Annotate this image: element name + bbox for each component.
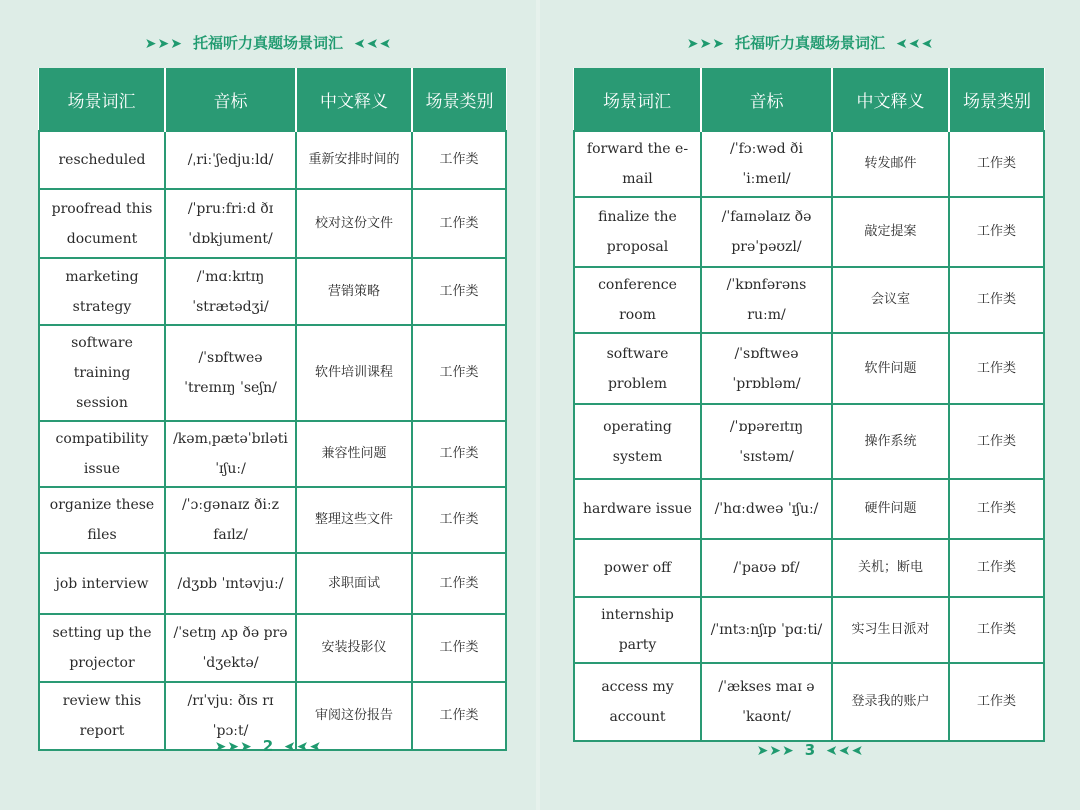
- page-number-text: 3: [804, 741, 816, 759]
- vocab-word-cell: rescheduled: [39, 131, 165, 189]
- phonetic-cell: /kəmˌpætəˈbɪləti ˈɪʃuː/: [165, 421, 296, 487]
- meaning-cell: 求职面试: [296, 553, 412, 614]
- category-cell: 工作类: [949, 131, 1044, 197]
- table-row: [39, 325, 506, 421]
- phonetic-cell: /ˈsetɪŋ ʌp ðə prəˈdʒektə/: [165, 614, 296, 682]
- phonetic-cell: /ˈhɑːdweə ˈɪʃuː/: [701, 479, 832, 539]
- page-number: [540, 741, 1080, 759]
- meaning-cell: 实习生日派对: [832, 597, 949, 663]
- arrows-decoration: ➤➤➤: [686, 36, 725, 52]
- column-header-meaning: 中文释义: [296, 68, 412, 131]
- phonetic-cell: /dʒɒb ˈɪntəvjuː/: [165, 553, 296, 614]
- arrows-decoration: ➤➤➤: [144, 36, 183, 52]
- vocab-word-cell: proofread this document: [39, 189, 165, 258]
- vocab-word-cell: marketing strategy: [39, 258, 165, 325]
- category-cell: 工作类: [412, 258, 506, 325]
- phonetic-cell: /ˈfaɪnəlaɪz ðə prəˈpəʊzl/: [701, 197, 832, 267]
- category-cell: 工作类: [412, 682, 506, 750]
- page-title: [540, 32, 1080, 53]
- page-title: [0, 32, 536, 53]
- category-cell: 工作类: [949, 539, 1044, 597]
- vocabulary-table: [573, 68, 1045, 742]
- meaning-cell: 营销策略: [296, 258, 412, 325]
- vocab-word-cell: organize these files: [39, 487, 165, 553]
- column-header-word: 场景词汇: [574, 68, 701, 131]
- meaning-cell: 软件问题: [832, 333, 949, 404]
- table-row: [574, 197, 1044, 267]
- category-cell: 工作类: [949, 197, 1044, 267]
- meaning-cell: 转发邮件: [832, 131, 949, 197]
- table-row: [39, 421, 506, 487]
- arrows-decoration: ➤➤➤: [756, 743, 795, 759]
- phonetic-cell: /ˈfɔːwəd ði ˈiːmeɪl/: [701, 131, 832, 197]
- arrows-decoration: ➤➤➤: [895, 36, 934, 52]
- vocabulary-table: [38, 68, 507, 751]
- vocab-word-cell: conference room: [574, 267, 701, 333]
- meaning-cell: 登录我的账户: [832, 663, 949, 741]
- table-row: [574, 267, 1044, 333]
- phonetic-cell: /ˈɪntɜːnʃɪp ˈpɑːti/: [701, 597, 832, 663]
- vocab-word-cell: access my account: [574, 663, 701, 741]
- phonetic-cell: /rɪˈvjuː ðɪs rɪˈpɔːt/: [165, 682, 296, 750]
- table-row: [39, 614, 506, 682]
- table-row: [39, 258, 506, 325]
- phonetic-cell: /ˈsɒftweə ˈtreɪnɪŋ ˈseʃn/: [165, 325, 296, 421]
- category-cell: 工作类: [949, 597, 1044, 663]
- column-header-category: 场景类别: [949, 68, 1044, 131]
- page-title-text: 托福听力真题场景词汇: [192, 34, 343, 52]
- category-cell: 工作类: [412, 487, 506, 553]
- table-row: [39, 553, 506, 614]
- page-number-text: 2: [262, 737, 274, 755]
- category-cell: 工作类: [949, 333, 1044, 404]
- column-header-ipa: 音标: [701, 68, 832, 131]
- category-cell: 工作类: [412, 325, 506, 421]
- vocab-word-cell: hardware issue: [574, 479, 701, 539]
- category-cell: 工作类: [412, 421, 506, 487]
- category-cell: 工作类: [949, 479, 1044, 539]
- table-row: [39, 189, 506, 258]
- phonetic-cell: /ˈɔːɡənaɪz ðiːz faɪlz/: [165, 487, 296, 553]
- category-cell: 工作类: [412, 131, 506, 189]
- meaning-cell: 硬件问题: [832, 479, 949, 539]
- column-header-meaning: 中文释义: [832, 68, 949, 131]
- page-number: [0, 737, 536, 755]
- phonetic-cell: /ˈɒpəreɪtɪŋ ˈsɪstəm/: [701, 404, 832, 479]
- phonetic-cell: /ˈpruːfriːd ðɪ ˈdɒkjument/: [165, 189, 296, 258]
- meaning-cell: 软件培训课程: [296, 325, 412, 421]
- category-cell: 工作类: [412, 614, 506, 682]
- meaning-cell: 审阅这份报告: [296, 682, 412, 750]
- column-header-ipa: 音标: [165, 68, 296, 131]
- meaning-cell: 兼容性问题: [296, 421, 412, 487]
- arrows-decoration: ➤➤➤: [353, 36, 392, 52]
- vocab-word-cell: operating system: [574, 404, 701, 479]
- table-row: [574, 539, 1044, 597]
- meaning-cell: 校对这份文件: [296, 189, 412, 258]
- table-row: [574, 663, 1044, 741]
- phonetic-cell: /ˈpaʊə ɒf/: [701, 539, 832, 597]
- vocab-word-cell: forward the e-mail: [574, 131, 701, 197]
- left-page: [0, 0, 536, 810]
- meaning-cell: 关机；断电: [832, 539, 949, 597]
- table-row: [574, 404, 1044, 479]
- vocab-word-cell: power off: [574, 539, 701, 597]
- arrows-decoration: ➤➤➤: [283, 739, 322, 755]
- phonetic-cell: /ˈmɑːkɪtɪŋ ˈstrætədʒi/: [165, 258, 296, 325]
- table-row: [39, 131, 506, 189]
- meaning-cell: 敲定提案: [832, 197, 949, 267]
- vocab-word-cell: setting up the projector: [39, 614, 165, 682]
- vocab-word-cell: software training session: [39, 325, 165, 421]
- phonetic-cell: /ˈkɒnfərəns ruːm/: [701, 267, 832, 333]
- right-page: [540, 0, 1080, 810]
- meaning-cell: 重新安排时间的: [296, 131, 412, 189]
- vocab-word-cell: job interview: [39, 553, 165, 614]
- phonetic-cell: /ˈækses maɪ əˈkaʊnt/: [701, 663, 832, 741]
- vocab-word-cell: finalize the proposal: [574, 197, 701, 267]
- meaning-cell: 会议室: [832, 267, 949, 333]
- meaning-cell: 整理这些文件: [296, 487, 412, 553]
- table-row: [574, 333, 1044, 404]
- arrows-decoration: ➤➤➤: [825, 743, 864, 759]
- column-header-category: 场景类别: [412, 68, 506, 131]
- meaning-cell: 安装投影仪: [296, 614, 412, 682]
- vocab-word-cell: review this report: [39, 682, 165, 750]
- category-cell: 工作类: [412, 189, 506, 258]
- table-row: [574, 597, 1044, 663]
- category-cell: 工作类: [949, 404, 1044, 479]
- vocab-word-cell: compatibility issue: [39, 421, 165, 487]
- phonetic-cell: /ˈsɒftweə ˈprɒbləm/: [701, 333, 832, 404]
- category-cell: 工作类: [412, 553, 506, 614]
- arrows-decoration: ➤➤➤: [214, 739, 253, 755]
- page-title-text: 托福听力真题场景词汇: [734, 34, 885, 52]
- phonetic-cell: /ˌriːˈʃedjuːld/: [165, 131, 296, 189]
- vocab-word-cell: software problem: [574, 333, 701, 404]
- column-header-word: 场景词汇: [39, 68, 165, 131]
- table-row: [39, 487, 506, 553]
- category-cell: 工作类: [949, 663, 1044, 741]
- table-row: [574, 131, 1044, 197]
- table-header-row: [574, 68, 1044, 131]
- table-row: [574, 479, 1044, 539]
- vocab-word-cell: internship party: [574, 597, 701, 663]
- category-cell: 工作类: [949, 267, 1044, 333]
- meaning-cell: 操作系统: [832, 404, 949, 479]
- table-header-row: [39, 68, 506, 131]
